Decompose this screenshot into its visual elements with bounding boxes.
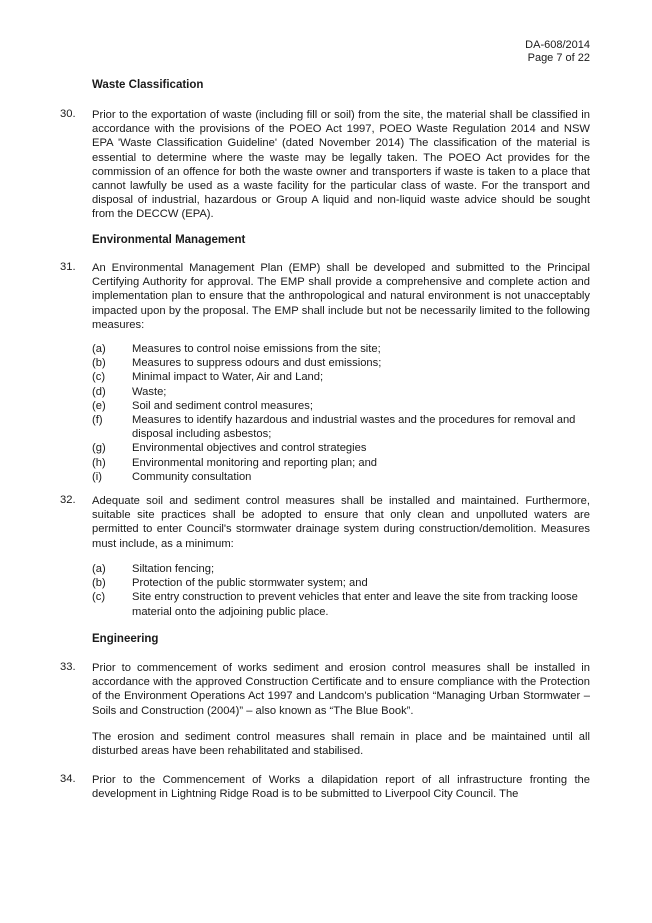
list-item-label: (a) [92, 343, 106, 355]
list-item [92, 385, 590, 399]
list-item [92, 342, 590, 356]
heading-waste-classification: Waste Classification [92, 79, 204, 91]
list-item-label: (b) [92, 577, 106, 590]
list-item-text: Siltation fencing; [132, 563, 215, 575]
list-item-text: Measures to identify hazardous and industrial wastes and the procedures for removal and disposal including asbestos; [132, 414, 576, 441]
list-item-label: (f) [92, 414, 103, 427]
list-item-text: Site entry construction to prevent vehicles that enter and leave the site from tracking loose material onto the adjoining public place. [132, 591, 578, 618]
list-item [92, 370, 590, 384]
condition-33-text-continued: The erosion and sediment control measures shall remain in place and be maintained until all disturbed areas have been rehabilitated and stabilised. [92, 731, 590, 758]
list-item-label: (g) [92, 442, 106, 455]
list-item [92, 356, 590, 370]
condition-31-number: 31. [60, 261, 76, 273]
condition-33-text: Prior to commencement of works sediment and erosion control measures shall be installed in accordance with the approved Construction Certificate and to ensure compliance with the Protection of the Environment Operations Act 1997 and Landcom's publication “Managing Urban Stormwater – Soils and Construction (2004)” – also known as “The Blue Book”. [92, 662, 590, 717]
list-item-text: Measures to control noise emissions from the site; [132, 343, 381, 355]
list-item-text: Soil and sediment control measures; [132, 399, 313, 412]
list-item-label: (c) [92, 371, 106, 384]
list-item-text: Environmental objectives and control strategies [132, 442, 367, 455]
list-item-text: Environmental monitoring and reporting plan; and [132, 456, 378, 469]
condition-33-number: 33. [60, 661, 76, 673]
list-item-text: Community consultation [132, 470, 252, 483]
condition-30-number: 30. [60, 108, 76, 120]
document-reference: DA-608/2014 [525, 39, 590, 51]
condition-32-number: 32. [60, 494, 76, 506]
list-item [92, 399, 590, 413]
list-item [92, 413, 590, 441]
condition-31-text: An Environmental Management Plan (EMP) shall be developed and submitted to the Principal Certifying Authority for approval. The EMP shall provide a comprehensive and complete action and implementation plan to ensure that the anthropological and natural environment is not unacceptably impacted upon by the proposal. The EMP shall include but not be necessarily limited to the following measures: [92, 262, 590, 331]
list-item [92, 590, 590, 618]
list-item-label: (i) [92, 470, 102, 483]
condition-31-measures-list [92, 342, 590, 484]
condition-34-text: Prior to the Commencement of Works a dilapidation report of all infrastructure fronting the development in Lightning Ridge Road is to be submitted to Liverpool City Council. The [92, 774, 590, 801]
list-item-label: (b) [92, 357, 106, 370]
heading-engineering: Engineering [92, 633, 159, 645]
list-item-text: Waste; [132, 385, 167, 398]
list-item [92, 576, 590, 590]
list-item-label: (c) [92, 591, 106, 604]
condition-32-text: Adequate soil and sediment control measures shall be installed and maintained. Furthermore, suitable site practices shall be adopted to ensure that only clean and unpolluted waters are permitted to enter Council's stormwater drainage system during construction/demolition. Measures must include, as a minimum: [92, 495, 590, 550]
list-item [92, 456, 590, 470]
page-header [525, 39, 590, 65]
list-item-label: (d) [92, 385, 106, 398]
list-item-text: Minimal impact to Water, Air and Land; [132, 371, 324, 384]
list-item [92, 441, 590, 455]
list-item [92, 470, 590, 484]
list-item-text: Measures to suppress odours and dust emissions; [132, 357, 382, 370]
condition-32-measures-list [92, 562, 590, 619]
list-item-label: (e) [92, 399, 106, 412]
list-item-label: (h) [92, 456, 106, 469]
list-item-text: Protection of the public stormwater system; and [132, 577, 368, 590]
condition-30-text: Prior to the exportation of waste (including fill or soil) from the site, the material shall be classified in accordance with the provisions of the POEO Act 1997, POEO Waste Regulation 2014 and NSW EPA 'Waste Classification Guideline' (dated November 2014) The classification of the material is essential to determine where the waste may be legally taken. The POEO Act provides for the commission of an offence for both the waste owner and transporters if waste is taken to a place that cannot lawfully be used as a waste facility for the particular class of waste. For the transport and disposal of industrial, hazardous or Group A liquid and non-liquid waste advice should be sought from the DECCW (EPA). [92, 109, 590, 221]
condition-34-number: 34. [60, 773, 76, 785]
list-item [92, 562, 590, 576]
heading-environmental-management: Environmental Management [92, 234, 246, 246]
page-number: Page 7 of 22 [527, 52, 590, 64]
list-item-label: (a) [92, 563, 106, 575]
